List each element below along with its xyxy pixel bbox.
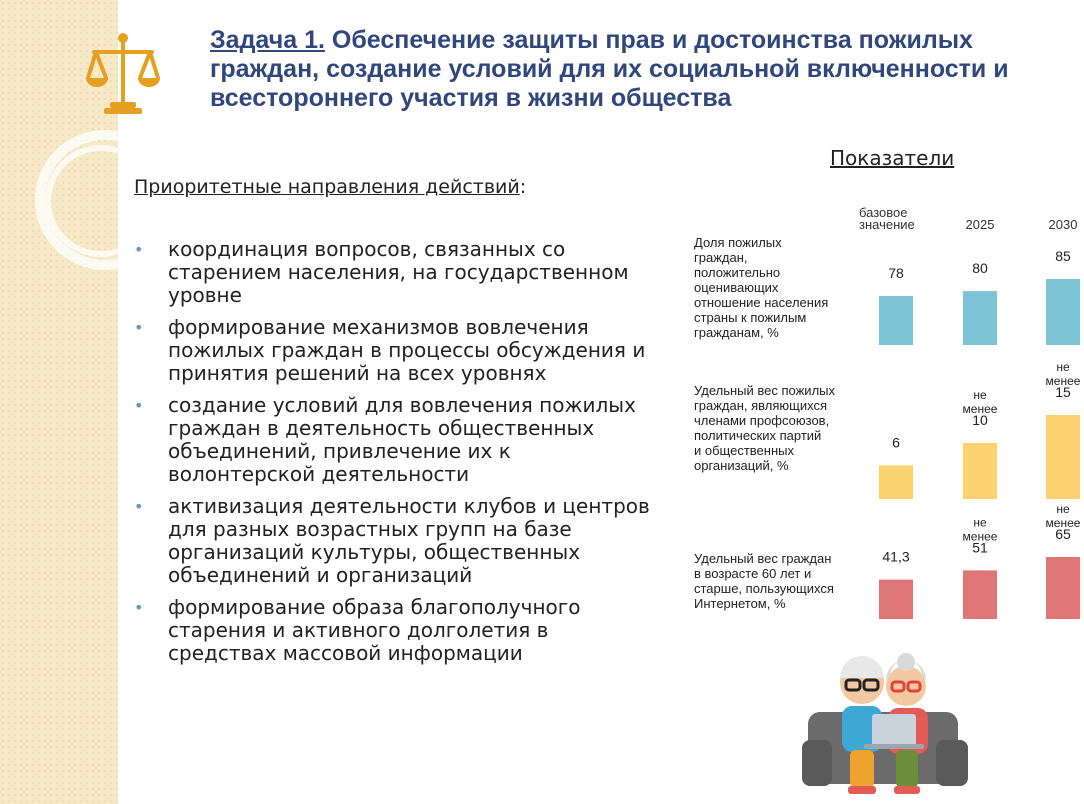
chart-bar — [879, 580, 913, 619]
priorities-heading-suffix: : — [519, 176, 527, 198]
data-label: 15 — [1055, 384, 1071, 400]
scales-of-justice-icon — [84, 30, 162, 118]
page-title — [210, 26, 1060, 113]
data-label: 41,3 — [882, 548, 910, 565]
data-label: 6 — [892, 434, 900, 451]
chart-bar — [963, 291, 997, 345]
data-label: 10 — [972, 412, 988, 428]
priorities-heading-text: Приоритетные направления действий — [134, 176, 520, 198]
chart-bar — [879, 465, 913, 499]
data-label-prefix: менее — [1045, 374, 1081, 388]
list-item — [134, 394, 654, 486]
data-label: 78 — [888, 264, 904, 281]
chart-bar — [1046, 415, 1080, 499]
list-item-text: формирование механизмов вовлечения пожилых граждан в процессы обсуждения и принятия решений на всех уровнях — [168, 315, 646, 385]
priorities-list — [134, 238, 654, 674]
elderly-couple-with-laptop-icon — [800, 650, 970, 800]
column-header: 2030 — [1048, 217, 1078, 232]
data-label-prefix: менее — [962, 529, 998, 544]
row-label: Доля пожилых граждан, положительно оценивающих отношение населения страны к пожилым гражданам, % — [694, 235, 829, 340]
data-label-prefix: менее — [1045, 516, 1081, 530]
data-label-prefix: не — [973, 388, 987, 402]
data-label-prefix: менее — [962, 402, 998, 416]
indicators-chart — [680, 195, 1084, 640]
data-label: 80 — [972, 260, 988, 277]
task-title-text: Обеспечение защиты прав и достоинства пожилых граждан, создание условий для их социальной включенности и всестороннего участия в жизни общества — [210, 26, 1009, 112]
list-item — [134, 238, 654, 307]
bullet-icon: • — [134, 598, 144, 617]
list-item — [134, 495, 654, 587]
indicators-title: Показатели — [830, 146, 955, 170]
data-label: 65 — [1055, 526, 1071, 542]
chart-bar — [1046, 557, 1080, 619]
chart-bar — [1046, 279, 1080, 345]
task-label: Задача 1. — [210, 26, 325, 54]
data-label-prefix: не — [973, 515, 987, 530]
bullet-icon: • — [134, 240, 144, 259]
bullet-icon: • — [134, 396, 144, 415]
data-label-prefix: не — [1056, 502, 1070, 516]
column-header: 2025 — [965, 217, 995, 232]
row-label: Удельный вес граждан в возрасте 60 лет и старше, пользующихся Интернетом, % — [694, 551, 834, 611]
priorities-heading — [134, 176, 526, 198]
list-item-text: создание условий для вовлечения пожилых граждан в деятельность общественных объединений, привлечение их к волонтерской деятельности — [168, 393, 636, 486]
chart-bar — [963, 570, 997, 619]
data-label-prefix: не — [1056, 360, 1070, 374]
bullet-icon: • — [134, 497, 144, 516]
chart-bar — [879, 296, 913, 345]
data-label: 51 — [972, 539, 988, 556]
list-item-text: формирование образа благополучного старения и активного долголетия в средствах массовой информации — [168, 595, 581, 665]
decorative-sidebar — [0, 0, 118, 804]
list-item-text: активизация деятельности клубов и центров для разных возрастных групп на базе организаций культуры, общественных объединений и организаций — [168, 494, 650, 587]
chart-bar — [963, 443, 997, 499]
list-item — [134, 596, 654, 665]
list-item — [134, 316, 654, 385]
data-label: 85 — [1055, 248, 1071, 264]
bullet-icon: • — [134, 318, 144, 337]
list-item-text: координация вопросов, связанных со старением населения, на государственном уровне — [168, 237, 629, 307]
row-label: Удельный вес пожилых граждан, являющихся членами профсоюзов, политических партий и общественных организаций, % — [694, 383, 835, 473]
column-header: базовое значение — [859, 205, 915, 232]
